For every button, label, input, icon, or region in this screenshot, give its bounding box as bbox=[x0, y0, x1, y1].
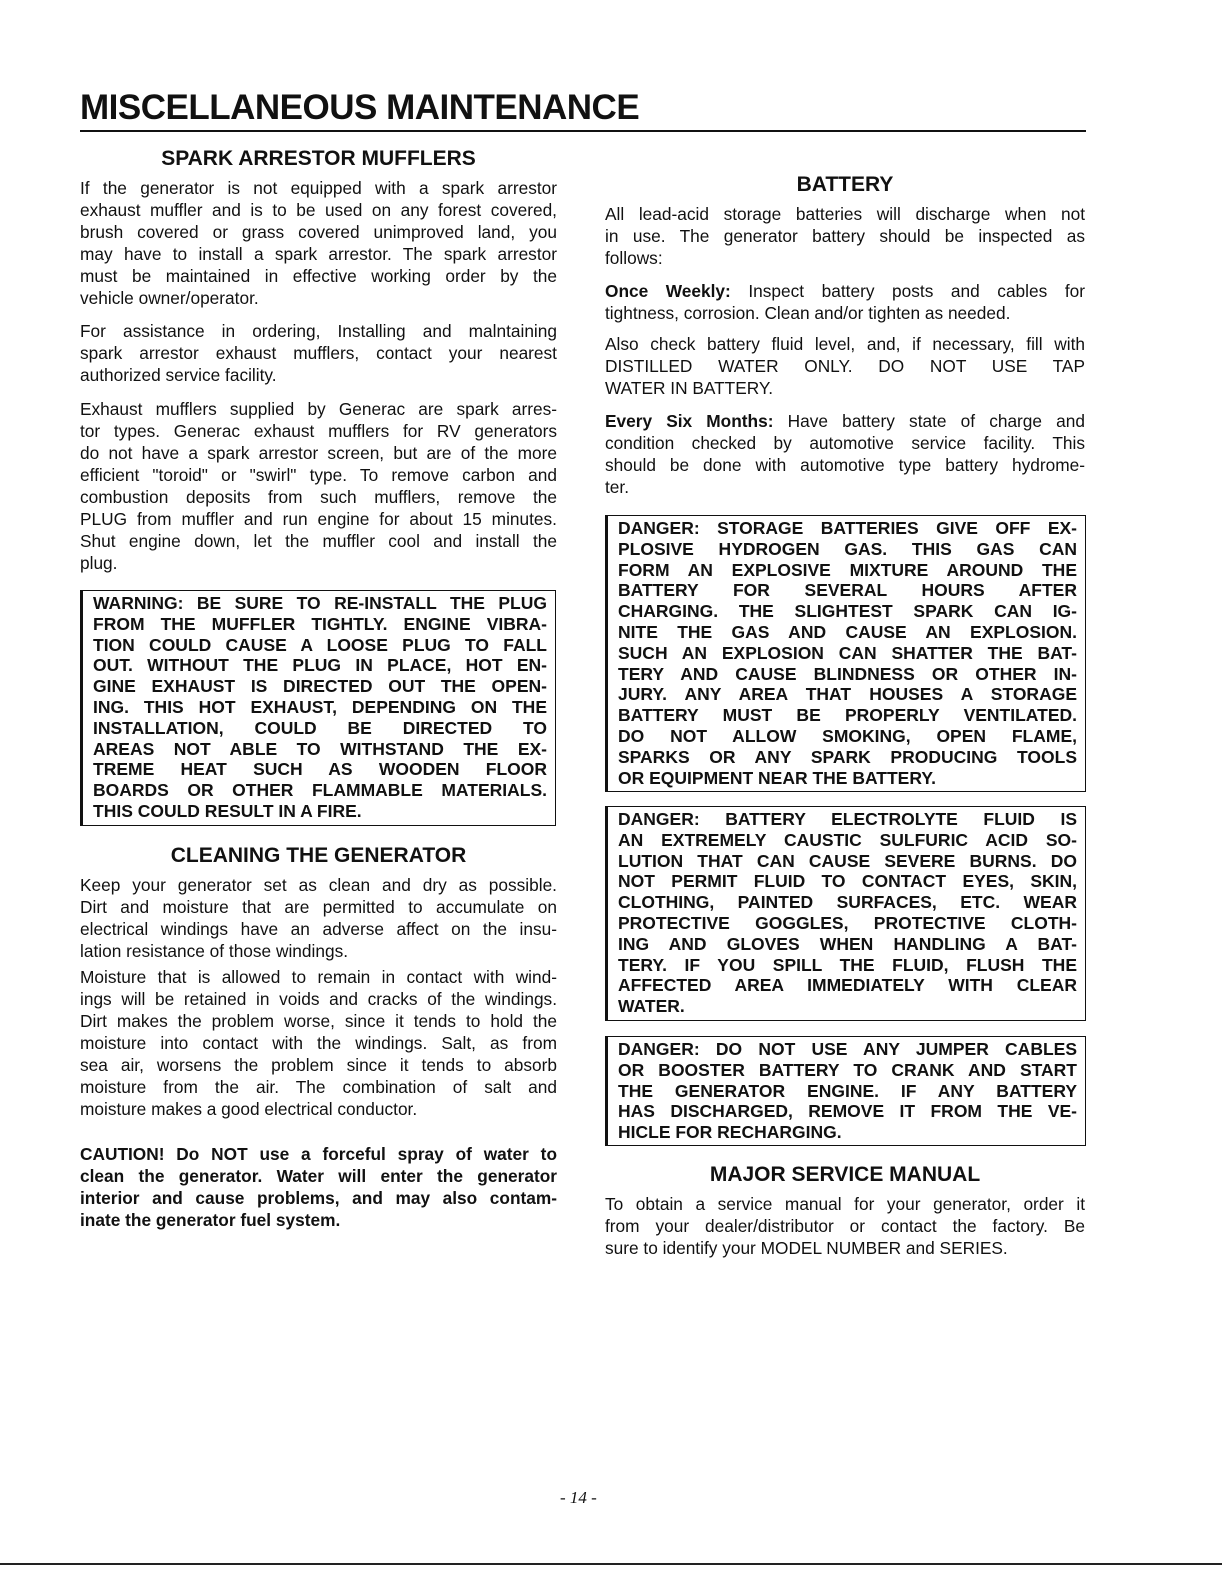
text-line: SUCH AN EXPLOSION CAN SHATTER THE BAT- bbox=[618, 642, 1077, 663]
text-line: Shut engine down, let the muffler cool and install the bbox=[80, 531, 557, 551]
text-line: from your dealer/distributor or contact the factory. Be bbox=[605, 1216, 1085, 1236]
spark-arrestor-paragraph-2 bbox=[80, 320, 557, 386]
text-line: CHARGING. THE SLIGHTEST SPARK CAN IG- bbox=[618, 601, 1077, 622]
text-line: If the generator is not equipped with a spark arrestor bbox=[80, 178, 557, 198]
text-line: Dirt makes the problem worse, since it tends to hold the bbox=[80, 1011, 557, 1031]
six-months-paragraph bbox=[605, 410, 1085, 498]
text-line: BATTERY MUST BE PROPERLY VENTILATED. bbox=[618, 705, 1077, 726]
text-line: plug. bbox=[80, 553, 118, 573]
text-line: DANGER: STORAGE BATTERIES GIVE OFF EX- bbox=[618, 518, 1077, 538]
danger-hydrogen-box bbox=[605, 515, 1086, 792]
cleaning-heading: CLEANING THE GENERATOR bbox=[170, 844, 467, 867]
text-line: HAS DISCHARGED, REMOVE IT FROM THE VE- bbox=[618, 1101, 1077, 1122]
text-line: exhaust muffler and is to be used on any forest covered, bbox=[80, 200, 557, 220]
text-line: OR EQUIPMENT NEAR THE BATTERY. bbox=[618, 767, 936, 788]
text-line: combustion deposits from such mufflers, remove the bbox=[80, 487, 557, 507]
text-line: TION COULD CAUSE A LOOSE PLUG TO FALL bbox=[93, 634, 547, 655]
text-line: GINE EXHAUST IS DIRECTED OUT THE OPEN- bbox=[93, 676, 547, 697]
text-line: INSTALLATION, COULD BE DIRECTED TO bbox=[93, 717, 547, 738]
text-line: may have to install a spark arrestor. The spark arrestor bbox=[80, 244, 557, 264]
text-line: WATER IN BATTERY. bbox=[605, 378, 774, 398]
text-line: Also check battery fluid level, and, if necessary, fill with bbox=[605, 334, 1085, 354]
text-line: tor types. Generac exhaust mufflers for RV generators bbox=[80, 421, 557, 441]
text-line: TERY. IF YOU SPILL THE FLUID, FLUSH THE bbox=[618, 954, 1077, 975]
text-line: PROTECTIVE GOGGLES, PROTECTIVE CLOTH- bbox=[618, 912, 1077, 933]
text-line: Keep your generator set as clean and dry as possible. bbox=[80, 875, 557, 895]
text-line: For assistance in ordering, Installing and malntaining bbox=[80, 321, 557, 341]
text-line: OUT. WITHOUT THE PLUG IN PLACE, HOT EN- bbox=[93, 655, 547, 676]
text-line: OR BOOSTER BATTERY TO CRANK AND START bbox=[618, 1059, 1077, 1080]
text-line: JURY. ANY AREA THAT HOUSES A STORAGE bbox=[618, 684, 1077, 705]
text-line: spark arrestor exhaust mufflers, contact your nearest bbox=[80, 343, 557, 363]
cleaning-paragraph-1 bbox=[80, 874, 557, 962]
text-line: NOT PERMIT FLUID TO CONTACT EYES, SKIN, bbox=[618, 871, 1077, 892]
text-line: clean the generator. Water will enter the generator bbox=[80, 1166, 557, 1186]
text-line: WARNING: BE SURE TO RE-INSTALL THE PLUG bbox=[93, 593, 547, 613]
text-line: tightness, corrosion. Clean and/or tighten as needed. bbox=[605, 303, 1011, 323]
text-line: Moisture that is allowed to remain in contact with wind- bbox=[80, 967, 557, 987]
text-line: ING AND GLOVES WHEN HANDLING A BAT- bbox=[618, 933, 1077, 954]
text-line: THE GENERATOR ENGINE. IF ANY BATTERY bbox=[618, 1080, 1077, 1101]
page-number: - 14 - bbox=[560, 1488, 597, 1507]
text-line: WATER. bbox=[618, 996, 685, 1017]
bottom-rule bbox=[0, 1563, 1222, 1565]
title-rule bbox=[80, 130, 1086, 132]
text-line: inate the generator fuel system. bbox=[80, 1210, 341, 1230]
text-line: authorized service facility. bbox=[80, 365, 277, 385]
text-line: vehicle owner/operator. bbox=[80, 288, 259, 308]
page-title: MISCELLANEOUS MAINTENANCE bbox=[80, 88, 640, 127]
text-line: sea air, worsens the problem since it tends to absorb bbox=[80, 1055, 557, 1075]
text-line: ING. THIS HOT EXHAUST, DEPENDING ON THE bbox=[93, 696, 547, 717]
text-line: brush covered or grass covered unimproved land, you bbox=[80, 222, 557, 242]
text-line: AN EXTREMELY CAUSTIC SULFURIC ACID SO- bbox=[618, 829, 1077, 850]
danger-jumper-cables-box bbox=[605, 1036, 1086, 1146]
text-line: AFFECTED AREA IMMEDIATELY WITH CLEAR bbox=[618, 975, 1077, 996]
text-line: Once Weekly: Inspect battery posts and cables for bbox=[605, 281, 1085, 301]
text-line: electrical windings have an adverse affect on the insu- bbox=[80, 919, 557, 939]
text-line: All lead-acid storage batteries will discharge when not bbox=[605, 204, 1085, 224]
fluid-check-paragraph bbox=[605, 333, 1085, 399]
text-line: in use. The generator battery should be inspected as bbox=[605, 226, 1085, 246]
text-line: Dirt and moisture that are permitted to accumulate on bbox=[80, 897, 557, 917]
text-line: LUTION THAT CAN CAUSE SEVERE BURNS. DO bbox=[618, 850, 1077, 871]
text-line: CAUTION! Do NOT use a forceful spray of water to bbox=[80, 1144, 557, 1164]
battery-heading: BATTERY bbox=[796, 173, 894, 196]
cleaning-paragraph-2 bbox=[80, 966, 557, 1120]
service-manual-heading: MAJOR SERVICE MANUAL bbox=[709, 1163, 981, 1186]
text-line: DANGER: BATTERY ELECTROLYTE FLUID IS bbox=[618, 809, 1077, 829]
text-line: moisture makes a good electrical conductor. bbox=[80, 1099, 418, 1119]
spark-arrestor-paragraph-3 bbox=[80, 398, 557, 574]
text-line: TREME HEAT SUCH AS WOODEN FLOOR bbox=[93, 759, 547, 780]
text-line: To obtain a service manual for your generator, order it bbox=[605, 1194, 1085, 1214]
text-line: DO NOT ALLOW SMOKING, OPEN FLAME, bbox=[618, 725, 1077, 746]
text-line: BATTERY FOR SEVERAL HOURS AFTER bbox=[618, 580, 1077, 601]
text-line: PLOSIVE HYDROGEN GAS. THIS GAS CAN bbox=[618, 538, 1077, 559]
text-line: FORM AN EXPLOSIVE MIXTURE AROUND THE bbox=[618, 559, 1077, 580]
caution-paragraph bbox=[80, 1143, 557, 1231]
text-line: HICLE FOR RECHARGING. bbox=[618, 1122, 842, 1143]
text-line: follows: bbox=[605, 248, 663, 268]
text-line: PLUG from muffler and run engine for about 15 minutes. bbox=[80, 509, 557, 529]
once-weekly-paragraph bbox=[605, 280, 1085, 324]
text-line: BOARDS OR OTHER FLAMMABLE MATERIALS. bbox=[93, 780, 547, 801]
service-manual-paragraph bbox=[605, 1193, 1085, 1259]
text-line: AREAS NOT ABLE TO WITHSTAND THE EX- bbox=[93, 738, 547, 759]
text-line: do not have a spark arrestor screen, but are of the more bbox=[80, 443, 557, 463]
text-line: moisture into contact with the windings. Salt, as from bbox=[80, 1033, 557, 1053]
danger-electrolyte-box bbox=[605, 806, 1086, 1021]
text-line: THIS COULD RESULT IN A FIRE. bbox=[93, 800, 362, 821]
text-line: lation resistance of those windings. bbox=[80, 941, 349, 961]
warning-box bbox=[80, 590, 556, 826]
spark-arrestor-paragraph-1 bbox=[80, 177, 557, 309]
text-line: SPARKS OR ANY SPARK PRODUCING TOOLS bbox=[618, 746, 1077, 767]
text-line: TERY AND CAUSE BLINDNESS OR OTHER IN- bbox=[618, 663, 1077, 684]
text-line: CLOTHING, PAINTED SURFACES, ETC. WEAR bbox=[618, 892, 1077, 913]
text-line: ter. bbox=[605, 477, 630, 497]
text-line: should be done with automotive type battery hydrome- bbox=[605, 455, 1085, 475]
text-line: must be maintained in effective working order by the bbox=[80, 266, 557, 286]
text-line: sure to identify your MODEL NUMBER and SERIES. bbox=[605, 1238, 1008, 1258]
text-line: efficient "toroid" or "swirl" type. To remove carbon and bbox=[80, 465, 557, 485]
text-line: ings will be retained in voids and cracks of the windings. bbox=[80, 989, 557, 1009]
battery-paragraph bbox=[605, 203, 1085, 269]
text-line: Exhaust mufflers supplied by Generac are spark arres- bbox=[80, 399, 557, 419]
text-line: FROM THE MUFFLER TIGHTLY. ENGINE VIBRA- bbox=[93, 613, 547, 634]
text-line: NITE THE GAS AND CAUSE AN EXPLOSION. bbox=[618, 621, 1077, 642]
text-line: moisture from the air. The combination of salt and bbox=[80, 1077, 557, 1097]
spark-arrestor-heading: SPARK ARRESTOR MUFFLERS bbox=[161, 147, 476, 170]
text-line: DANGER: DO NOT USE ANY JUMPER CABLES bbox=[618, 1039, 1077, 1059]
text-line: condition checked by automotive service facility. This bbox=[605, 433, 1085, 453]
text-line: interior and cause problems, and may also contam- bbox=[80, 1188, 557, 1208]
text-line: DISTILLED WATER ONLY. DO NOT USE TAP bbox=[605, 356, 1085, 376]
text-line: Every Six Months: Have battery state of charge and bbox=[605, 411, 1085, 431]
